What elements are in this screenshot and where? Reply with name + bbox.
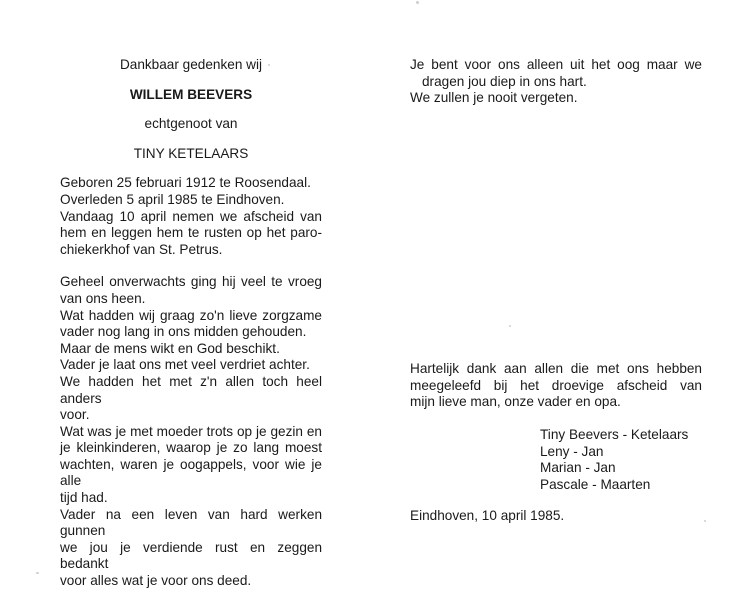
farewell-line: hem en leggen hem te rusten op het paro- (60, 225, 322, 241)
poem-line: We hadden het met z'n allen toch heel anders (60, 373, 322, 406)
signature-line: Tiny Beevers - Ketelaars (540, 427, 689, 442)
verse-line: We zullen je nooit vergeten. (410, 90, 578, 106)
signature-line: Leny - Jan (540, 443, 604, 459)
poem-line: vader nog lang in ons midden gehouden. (60, 324, 307, 340)
spouse-label: echtgenoot van (144, 116, 238, 132)
left-column (60, 57, 322, 590)
poem-line: Wat was je met moeder trots op je gezin en (60, 423, 322, 439)
place-date: Eindhoven, 10 april 1985. (410, 508, 565, 523)
thanks-line: Hartelijk dank aan allen die met ons hebben (410, 361, 702, 376)
poem-line: Geheel onverwachts ging hij veel te vroeg (60, 274, 322, 290)
print-speck (416, 1, 419, 4)
farewell-line: Vandaag 10 april nemen we afscheid van (60, 208, 322, 224)
signatures (540, 427, 688, 493)
print-speck (704, 520, 706, 522)
poem-line: Maar de mens wikt en God beschikt. (60, 340, 280, 356)
poem-line: Wat hadden wij graag zo'n lieve zorgzame (60, 307, 322, 323)
poem-line: Vader je laat ons met veel verdriet achter. (60, 357, 310, 373)
deceased-name: WILLEM BEEVERS (129, 86, 253, 102)
poem-paragraph (60, 274, 322, 589)
poem-line: voor alles wat je voor ons deed. (60, 573, 252, 589)
thanks-line: mijn lieve man, onze vader en opa. (410, 394, 621, 410)
signature-line: Pascale - Maarten (540, 476, 651, 492)
verse-line: dragen jou diep in ons hart. (422, 73, 587, 89)
intro-text: Dankbaar gedenken wij (119, 57, 263, 72)
spouse-name: TINY KETELAARS (133, 145, 249, 161)
death-line: Overleden 5 april 1985 te Eindhoven. (60, 191, 285, 207)
verse-line: Je bent voor ons alleen uit het oog maar we (410, 57, 702, 72)
poem-line: tijd had. (60, 490, 108, 506)
thanks-paragraph (410, 361, 702, 411)
poem-line: van ons heen. (60, 290, 146, 306)
farewell-line: chiekerkhof van St. Petrus. (60, 241, 223, 257)
birth-death-paragraph (60, 175, 322, 258)
birth-line: Geboren 25 februari 1912 te Roosendaal. (60, 175, 311, 191)
print-speck (268, 64, 270, 66)
poem-line: voor. (60, 407, 90, 423)
poem-line: wachten, waren je oogappels, voor wie je alle (60, 456, 322, 489)
signature-line: Marian - Jan (540, 460, 616, 476)
print-speck (36, 572, 39, 574)
poem-line: Vader na een leven van hard werken gunnen (60, 506, 322, 539)
right-column (410, 57, 702, 537)
thanks-line: meegeleefd bij het droevige afscheid van (410, 377, 702, 393)
poem-line: we jou je verdiende rust en zeggen bedankt (60, 539, 322, 572)
print-speck (509, 325, 511, 327)
verse-paragraph (410, 57, 702, 107)
poem-line: je kleinkinderen, waarop je zo lang moest (60, 440, 322, 456)
